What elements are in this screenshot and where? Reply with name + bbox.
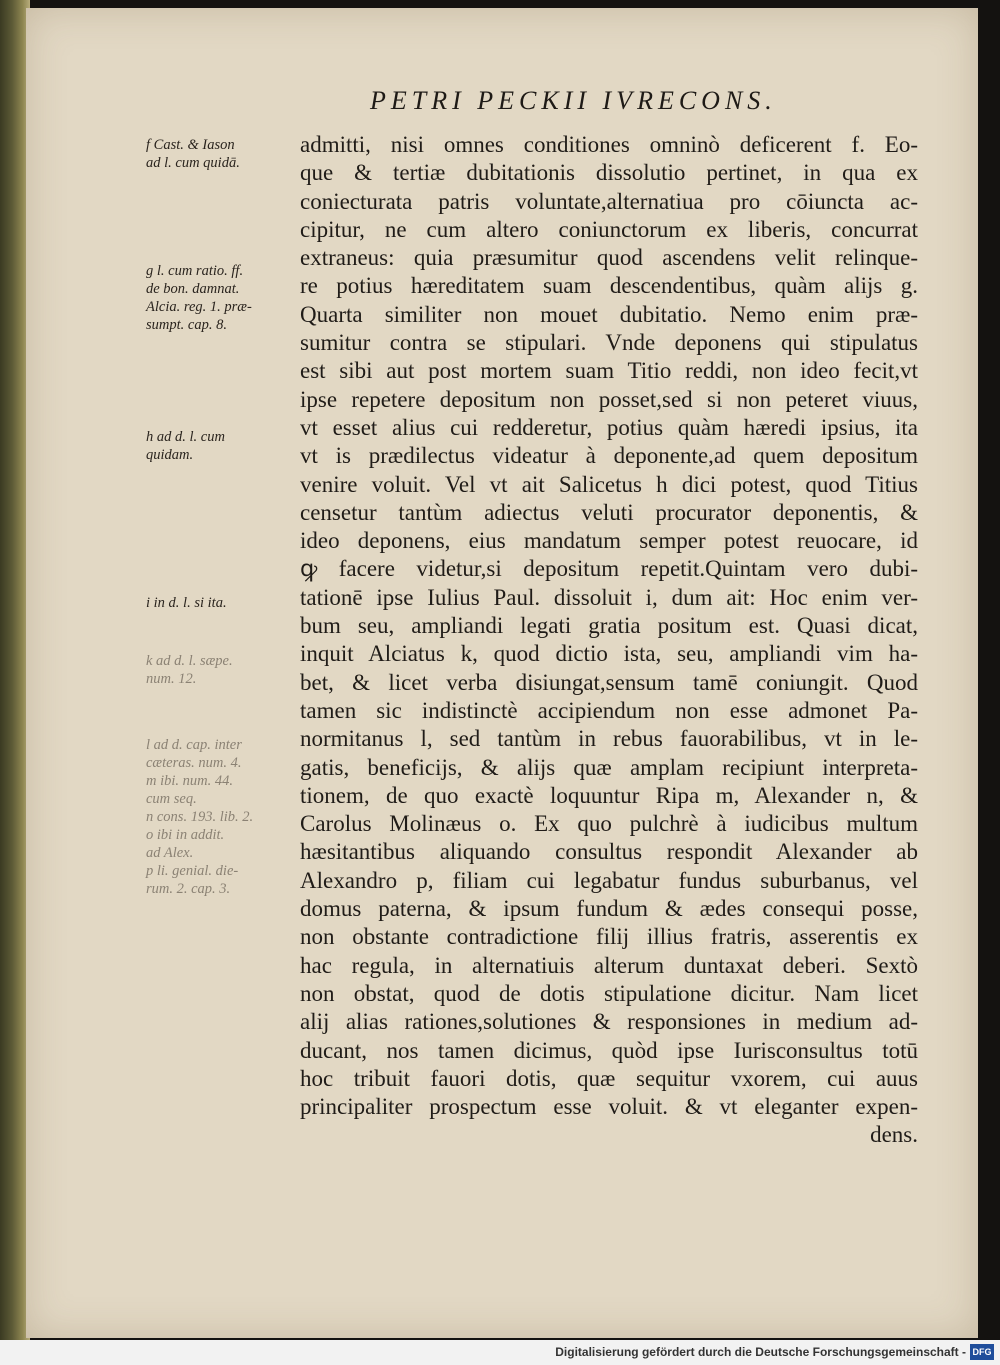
text-line: non obstante contradictione filij illius fratris, asserentis ex: [300, 924, 918, 950]
text-line: Carolus Molinæus o. Ex quo pulchrè à iudicibus multum: [300, 811, 918, 837]
text-line: inquit Alciatus k, quod dictio ista, seu, ampliandi vim ha-: [300, 641, 918, 667]
text-line: normitanus l, sed tantùm in rebus fauorabilibus, vt in le-: [300, 726, 918, 752]
margin-note-h: h ad d. l. cum quidam.: [146, 429, 225, 463]
margin-note-i: i in d. l. si ita.: [146, 595, 227, 611]
text-line: tationē ipse Iulius Paul. dissoluit i, dum ait: Hoc enim ver-: [300, 584, 918, 610]
text-line: coniecturata patris voluntate,alternatiua pro cōiuncta ac-: [300, 188, 918, 214]
text-line: tionem, de quo exactè loquuntur Ripa m, Alexander n, &: [300, 782, 918, 808]
text-line: principaliter prospectum esse voluit. & vt eleganter expen-: [300, 1094, 918, 1120]
text-line: ducant, nos tamen dicimus, quòd ipse Iurisconsultus totū: [300, 1037, 918, 1063]
running-header: PETRI PECKII IVRECONS.: [370, 86, 777, 115]
text-line: tamen sic indistinctè accipiendum non esse admonet Pa-: [300, 697, 918, 723]
text-line: que & tertiæ dubitationis dissolutio pertinet, in qua ex: [300, 160, 918, 186]
margin-note-f: f Cast. & Iason ad l. cum quidā.: [146, 137, 240, 171]
book-page: [26, 8, 978, 1338]
text-line: re potius hæreditatem suam descendentibus, quàm alijs g.: [300, 273, 918, 299]
text-line: bum seu, ampliandi legati gratia positum est. Quasi dicat,: [300, 613, 918, 639]
text-line: non obstat, quod de dotis stipulatione dicitur. Nam licet: [300, 980, 918, 1006]
text-line: domus paterna, & ipsum fundum & ædes consequi posse,: [300, 896, 918, 922]
text-line: ꝙ facere videtur,si depositum repetit.Quintam vero dubi-: [300, 556, 918, 582]
text-line: est sibi aut post mortem suam Titio reddi, non ideo fecit,vt: [300, 358, 918, 384]
text-line: alij alias rationes,solutiones & responsiones in medium ad-: [300, 1009, 918, 1035]
text-line: hoc tribuit fauori dotis, quæ sequitur vxorem, cui auus: [300, 1065, 918, 1091]
main-text: [300, 131, 918, 1150]
dfg-logo-icon: DFG: [970, 1344, 994, 1360]
text-line: vt is prædilectus videatur à deponente,ad quem depositum: [300, 443, 918, 469]
funding-credit: Digitalisierung gefördert durch die Deutsche Forschungsgemeinschaft -: [555, 1345, 966, 1359]
text-line: admitti, nisi omnes conditiones omninò deficerent f. Eo-: [300, 132, 918, 157]
margin-note-g: g l. cum ratio. ff. de bon. damnat. Alcia. reg. 1. præ- sumpt. cap. 8.: [146, 263, 252, 333]
text-line: venire voluit. Vel vt ait Salicetus h dici potest, quod Titius: [300, 471, 918, 497]
catchword: dens.: [870, 1122, 918, 1148]
text-line: bet, & licet verba disiungat,sensum tamē coniungit. Quod: [300, 669, 918, 695]
text-line: Quarta similiter non mouet dubitatio. Nemo enim præ-: [300, 301, 918, 327]
text-line: hac regula, in alternatiuis alterum duntaxat deberi. Sextò: [300, 952, 918, 978]
text-line: censetur tantùm adiectus veluti procurator deponentis, &: [300, 499, 918, 525]
text-line: cipitur, ne cum altero coniunctorum ex liberis, concurrat: [300, 216, 918, 242]
text-line: hæsitantibus aliquando consultus respondit Alexander ab: [300, 839, 918, 865]
text-line: ipse repetere depositum non posset,sed si non peteret viuus,: [300, 386, 918, 412]
margin-note-k: k ad d. l. sæpe. num. 12.: [146, 653, 233, 687]
text-line: Alexandro p, filiam cui legabatur fundus suburbanus, vel: [300, 867, 918, 893]
text-line: gatis, beneficijs, & alijs quæ amplam recipiunt interpreta-: [300, 754, 918, 780]
text-line: vt esset alius cui redderetur, potius quàm hæredi ipsius, ita: [300, 414, 918, 440]
margin-note-l-p: l ad d. cap. inter cæteras. num. 4. m ibi. num. 44. cum seq. n cons. 193. lib. 2. o ibi in addit. ad Alex. p li. genial. die- rum. 2. cap. 3.: [146, 737, 254, 897]
text-line: extraneus: quia præsumitur quod ascendens velit relinque-: [300, 245, 918, 271]
digitization-footer: [0, 1340, 1000, 1365]
text-line: sumitur contra se stipulari. Vnde deponens qui stipulatus: [300, 330, 918, 356]
text-line: ideo deponens, eius mandatum semper potest reuocare, id: [300, 528, 918, 554]
